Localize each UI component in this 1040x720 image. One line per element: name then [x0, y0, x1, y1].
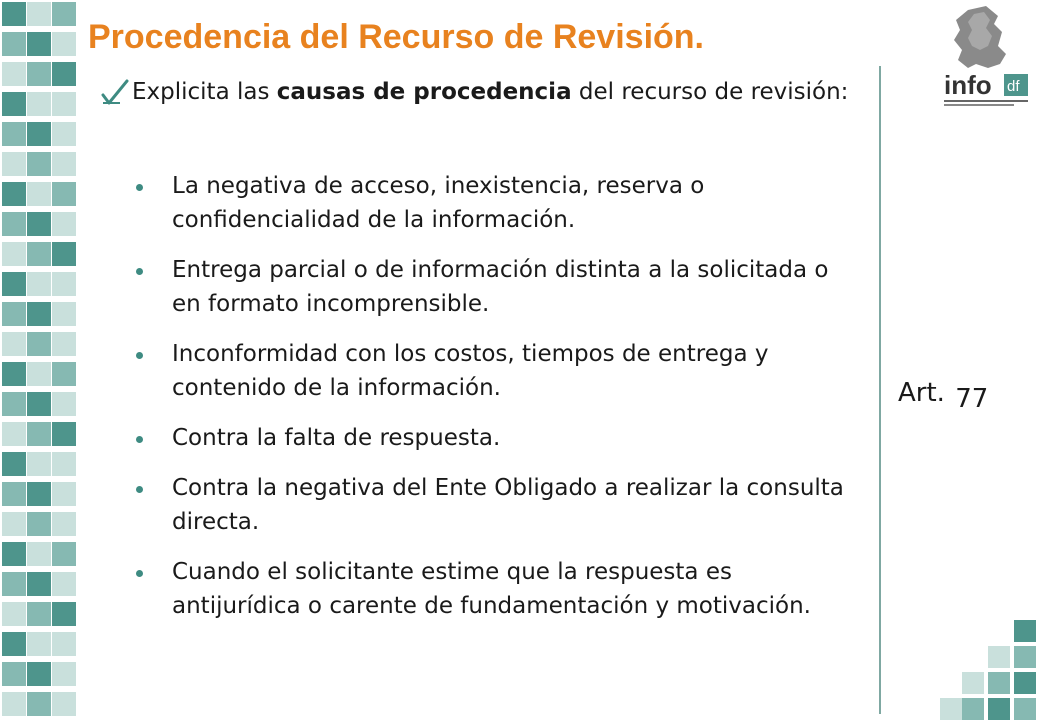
- mosaic-tile: [52, 572, 76, 596]
- list-item-text: Inconformidad con los costos, tiempos de entrega y contenido de la información.: [172, 341, 769, 401]
- mosaic-tile: [2, 362, 26, 386]
- mosaic-tile: [2, 602, 26, 626]
- checkmark-icon: [100, 78, 130, 108]
- mosaic-tile: [27, 512, 51, 536]
- mosaic-tile: [1014, 672, 1036, 694]
- mosaic-tile: [27, 2, 51, 26]
- mosaic-tile: [2, 332, 26, 356]
- list-item-text: La negativa de acceso, inexistencia, reserva o confidencialidad de la información.: [172, 173, 705, 233]
- bullet-dot: [136, 436, 143, 443]
- mosaic-tile: [962, 672, 984, 694]
- mosaic-tile: [27, 542, 51, 566]
- decorative-mosaic-bottom-right: [940, 620, 1040, 720]
- mosaic-tile: [2, 422, 26, 446]
- mosaic-tile: [2, 512, 26, 536]
- mosaic-tile: [52, 242, 76, 266]
- mosaic-tile: [52, 2, 76, 26]
- mosaic-tile: [52, 152, 76, 176]
- mosaic-tile: [52, 272, 76, 296]
- mosaic-tile: [52, 542, 76, 566]
- mosaic-tile: [2, 452, 26, 476]
- list-item: [136, 337, 864, 405]
- mosaic-tile: [27, 392, 51, 416]
- list-item: [136, 421, 864, 455]
- mosaic-tile: [2, 692, 26, 716]
- mosaic-tile: [2, 302, 26, 326]
- mosaic-tile: [2, 482, 26, 506]
- mosaic-tile: [27, 422, 51, 446]
- intro-bold: causas de procedencia: [276, 79, 572, 105]
- mosaic-tile: [27, 692, 51, 716]
- mosaic-tile: [27, 92, 51, 116]
- list-item-text: Entrega parcial o de información distinta a la solicitada o en formato incomprensible.: [172, 257, 829, 317]
- list-item: [136, 253, 864, 321]
- bullet-dot: [136, 268, 143, 275]
- mosaic-tile: [27, 212, 51, 236]
- mosaic-tile: [962, 698, 984, 720]
- intro-after: del recurso de revisión:: [571, 79, 849, 105]
- list-item: [136, 555, 864, 623]
- article-reference: [898, 378, 989, 414]
- mosaic-tile: [27, 152, 51, 176]
- intro-before: Explicita las: [132, 79, 277, 105]
- mosaic-tile: [52, 212, 76, 236]
- mosaic-tile: [27, 332, 51, 356]
- mosaic-tile: [2, 62, 26, 86]
- logo-suffix-text: df: [1007, 78, 1020, 95]
- mosaic-tile: [27, 602, 51, 626]
- mosaic-tile: [2, 542, 26, 566]
- mosaic-tile: [52, 632, 76, 656]
- mosaic-tile: [2, 122, 26, 146]
- list-item-text: Cuando el solicitante estime que la respuesta es antijurídica o carente de fundamentación y motivación.: [172, 559, 811, 619]
- mosaic-tile: [27, 272, 51, 296]
- mosaic-tile: [27, 452, 51, 476]
- mosaic-tile: [1014, 620, 1036, 642]
- mosaic-tile: [52, 92, 76, 116]
- mosaic-tile: [2, 212, 26, 236]
- bullet-dot: [136, 486, 143, 493]
- mosaic-tile: [52, 692, 76, 716]
- bullet-dot: [136, 184, 143, 191]
- list-item-text: Contra la falta de respuesta.: [172, 425, 501, 451]
- mosaic-tile: [2, 92, 26, 116]
- mosaic-tile: [52, 482, 76, 506]
- mosaic-tile: [940, 698, 962, 720]
- mosaic-tile: [27, 182, 51, 206]
- mosaic-tile: [988, 646, 1010, 668]
- mosaic-tile: [2, 572, 26, 596]
- mosaic-tile: [52, 332, 76, 356]
- mosaic-tile: [988, 672, 1010, 694]
- mosaic-tile: [52, 182, 76, 206]
- bullet-dot: [136, 352, 143, 359]
- mosaic-tile: [2, 2, 26, 26]
- page-title: Procedencia del Recurso de Revisión.: [88, 18, 705, 56]
- mosaic-tile: [2, 182, 26, 206]
- mosaic-tile: [1014, 646, 1036, 668]
- list-item: [136, 169, 864, 237]
- mosaic-tile: [52, 422, 76, 446]
- article-label: Art.: [898, 378, 945, 408]
- article-number: 77: [955, 384, 989, 414]
- mosaic-tile: [1014, 698, 1036, 720]
- bullet-dot: [136, 570, 143, 577]
- mosaic-tile: [52, 362, 76, 386]
- mosaic-tile: [52, 62, 76, 86]
- mosaic-tile: [27, 362, 51, 386]
- infodf-logo: [928, 2, 1038, 112]
- mosaic-tile: [52, 122, 76, 146]
- mosaic-tile: [52, 32, 76, 56]
- mosaic-tile: [27, 122, 51, 146]
- mosaic-tile: [52, 662, 76, 686]
- vertical-divider: [879, 66, 881, 714]
- mosaic-tile: [52, 452, 76, 476]
- mosaic-tile: [52, 512, 76, 536]
- mosaic-tile: [52, 392, 76, 416]
- mosaic-tile: [27, 242, 51, 266]
- mosaic-tile: [2, 662, 26, 686]
- mosaic-tile: [27, 662, 51, 686]
- mosaic-tile: [988, 698, 1010, 720]
- mosaic-tile: [2, 242, 26, 266]
- mosaic-tile: [2, 152, 26, 176]
- list-item: [136, 471, 864, 539]
- mosaic-tile: [27, 482, 51, 506]
- list-item-text: Contra la negativa del Ente Obligado a realizar la consulta directa.: [172, 475, 844, 535]
- mosaic-tile: [27, 572, 51, 596]
- mosaic-tile: [2, 392, 26, 416]
- mosaic-tile: [27, 32, 51, 56]
- mosaic-tile: [2, 632, 26, 656]
- mosaic-tile: [27, 632, 51, 656]
- decorative-mosaic-left: [0, 0, 80, 720]
- causes-list: [136, 169, 864, 623]
- mosaic-tile: [2, 272, 26, 296]
- mosaic-tile: [27, 302, 51, 326]
- mosaic-tile: [52, 302, 76, 326]
- mosaic-tile: [27, 62, 51, 86]
- logo-brand-text: info: [944, 70, 992, 100]
- mosaic-tile: [52, 602, 76, 626]
- mosaic-tile: [2, 32, 26, 56]
- intro-paragraph: [100, 74, 868, 110]
- intro-text: [132, 74, 868, 110]
